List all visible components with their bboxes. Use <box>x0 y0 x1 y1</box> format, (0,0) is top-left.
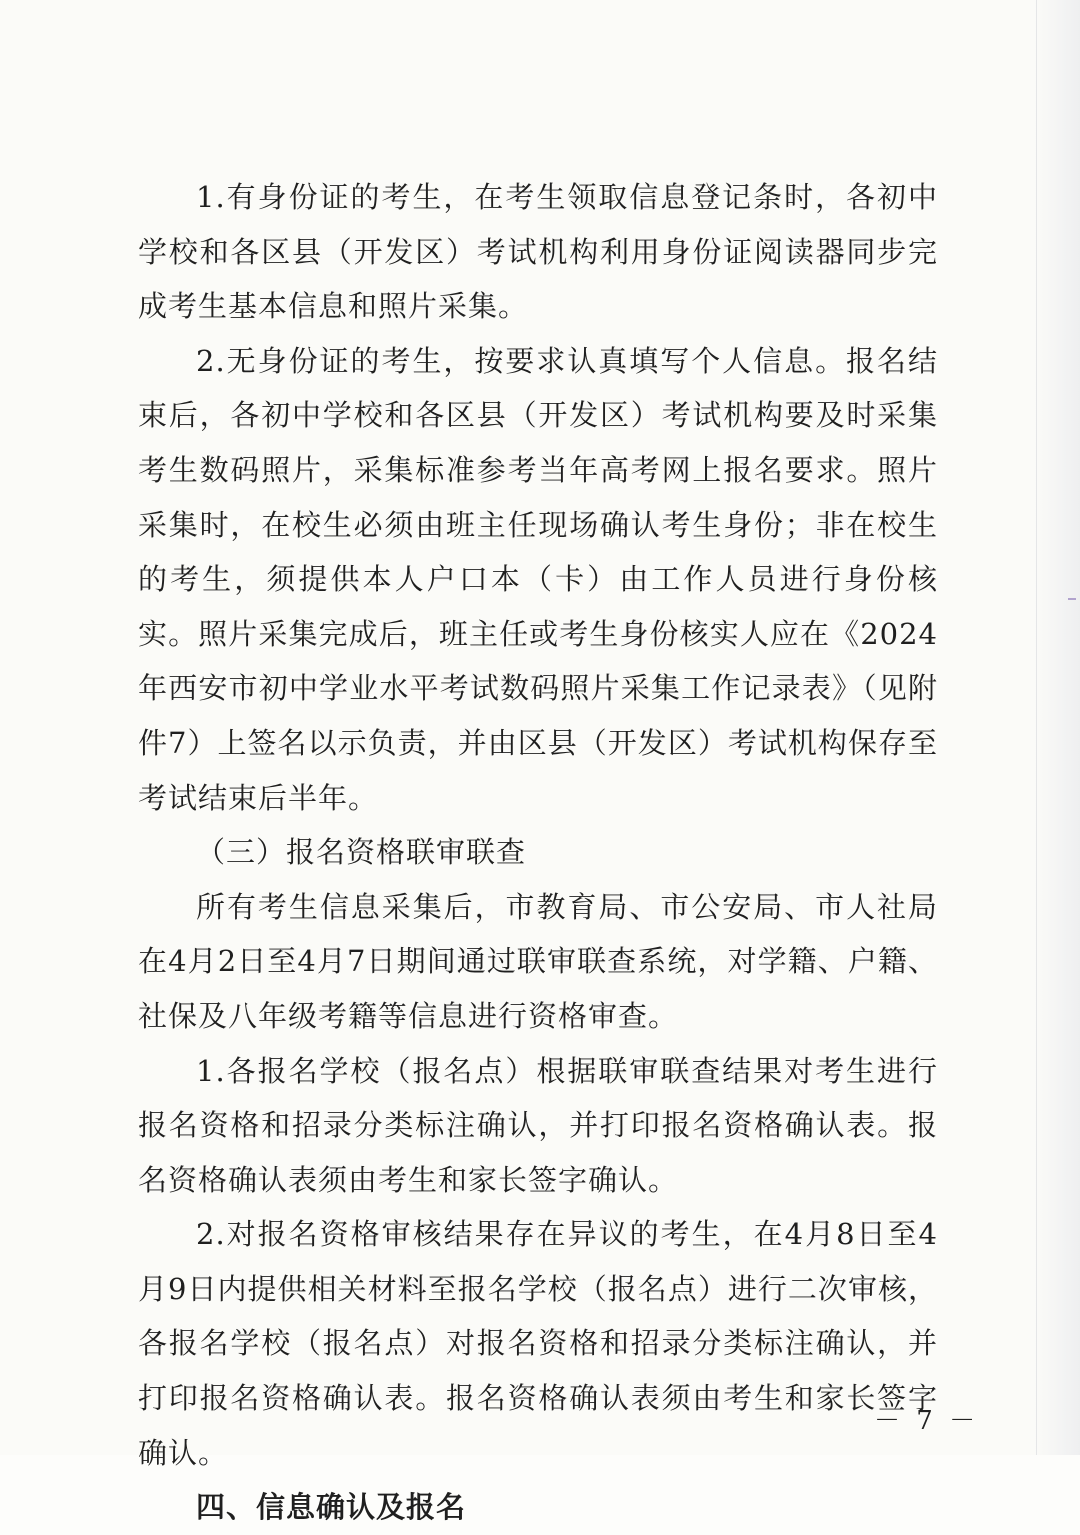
document-body <box>138 170 938 1535</box>
paragraph-id-card-students: 1.有身份证的考生，在考生领取信息登记条时，各初中学校和各区县（开发区）考试机构利用身份证阅读器同步完成考生基本信息和照片采集。 <box>138 180 938 324</box>
paragraph-review-objection: 2.对报名资格审核结果存在异议的考生，在4月8日至4月9日内提供相关材料至报名学校（报名点）进行二次审核，各报名学校（报名点）对报名资格和招录分类标注确认，并打印报名资格确认表。报名资格确认表须由考生和家长签字确认。 <box>138 1217 938 1470</box>
margin-mark <box>1068 598 1076 600</box>
section-heading-info-confirmation: 四、信息确认及报名 <box>196 1490 467 1525</box>
paragraph-review-confirmation: 1.各报名学校（报名点）根据联审联查结果对考生进行报名资格和招录分类标注确认，并打印报名资格确认表。报名资格确认表须由考生和家长签字确认。 <box>138 1053 938 1197</box>
page-fold-line <box>1036 0 1037 1455</box>
paragraph-no-id-card-students: 2.无身份证的考生，按要求认真填写个人信息。报名结束后，各初中学校和各区县（开发区）考试机构要及时采集考生数码照片，采集标准参考当年高考网上报名要求。照片采集时，在校生必须由班主任现场确认考生身份；非在校生的考生，须提供本人户口本（卡）由工作人员进行身份核实。照片采集完成后，班主任或考生身份核实人应在《2024年西安市初中学业水平考试数码照片采集工作记录表》（见附件7）上签名以示负责，并由区县（开发区）考试机构保存至考试结束后半年。 <box>138 343 938 815</box>
page-number: － 7 － <box>874 1406 980 1436</box>
section-heading-joint-review: （三）报名资格联审联查 <box>196 835 527 870</box>
paragraph-joint-review-intro: 所有考生信息采集后，市教育局、市公安局、市人社局在4月2日至4月7日期间通过联审联查系统，对学籍、户籍、社保及八年级考籍等信息进行资格审查。 <box>138 889 938 1033</box>
scan-edge-shading <box>1034 0 1080 1455</box>
